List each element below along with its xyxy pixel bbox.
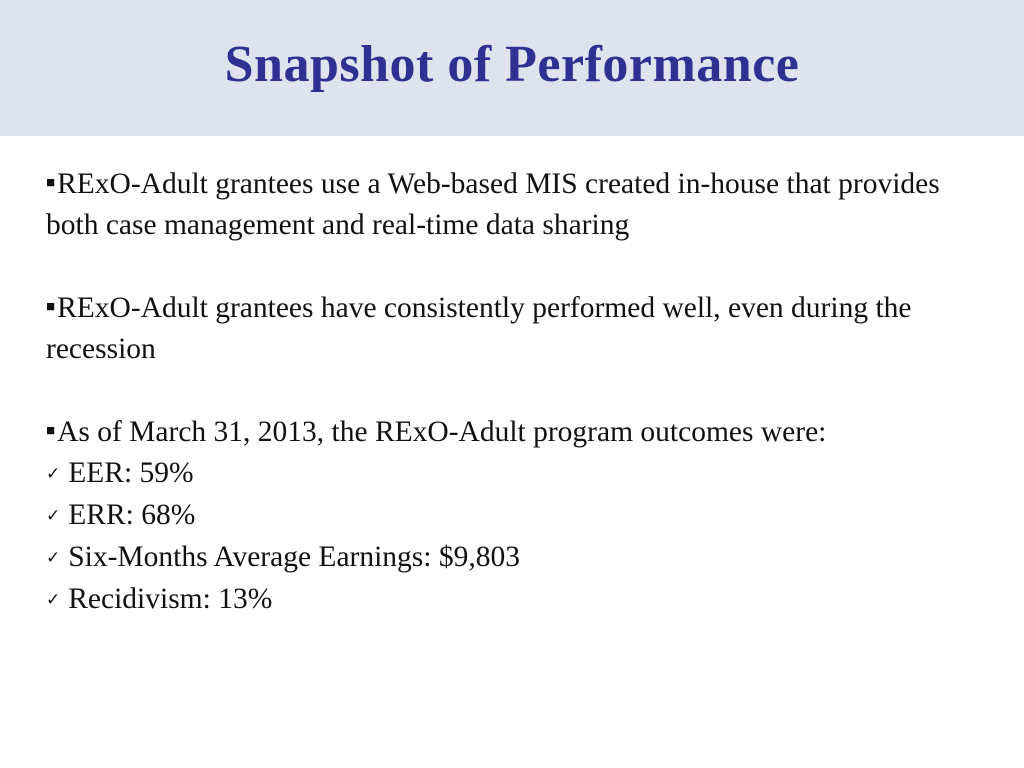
spacer: [46, 370, 966, 411]
outcome-eer: [46, 453, 966, 495]
outcome-text: Six-Months Average Earnings: $9,803: [68, 541, 520, 573]
square-bullet-icon: ■: [46, 175, 56, 191]
checkmark-icon: ✓: [46, 590, 61, 610]
bullet-performance: [46, 287, 966, 370]
bullet-outcomes: [46, 411, 966, 453]
bullet-text: RExO-Adult grantees use a Web-based MIS created in-house that provides both case management and real-time data sharing: [46, 168, 940, 241]
outcome-earnings: [46, 537, 966, 579]
slide-body: [46, 163, 966, 621]
bullet-mis: [46, 163, 966, 246]
checkmark-icon: ✓: [46, 548, 61, 568]
bullet-text: RExO-Adult grantees have consistently performed well, even during the recession: [46, 292, 912, 365]
checkmark-icon: ✓: [46, 464, 61, 484]
square-bullet-icon: ■: [46, 299, 56, 315]
outcome-text: Recidivism: 13%: [68, 583, 273, 615]
square-bullet-icon: ■: [46, 423, 56, 439]
bullet-text: As of March 31, 2013, the RExO-Adult program outcomes were:: [57, 416, 827, 448]
outcome-err: [46, 495, 966, 537]
outcome-recidivism: [46, 579, 966, 621]
outcome-text: EER: 59%: [68, 457, 194, 489]
spacer: [46, 246, 966, 287]
checkmark-icon: ✓: [46, 506, 61, 526]
outcome-text: ERR: 68%: [68, 499, 196, 531]
slide-title: Snapshot of Performance: [224, 36, 800, 93]
